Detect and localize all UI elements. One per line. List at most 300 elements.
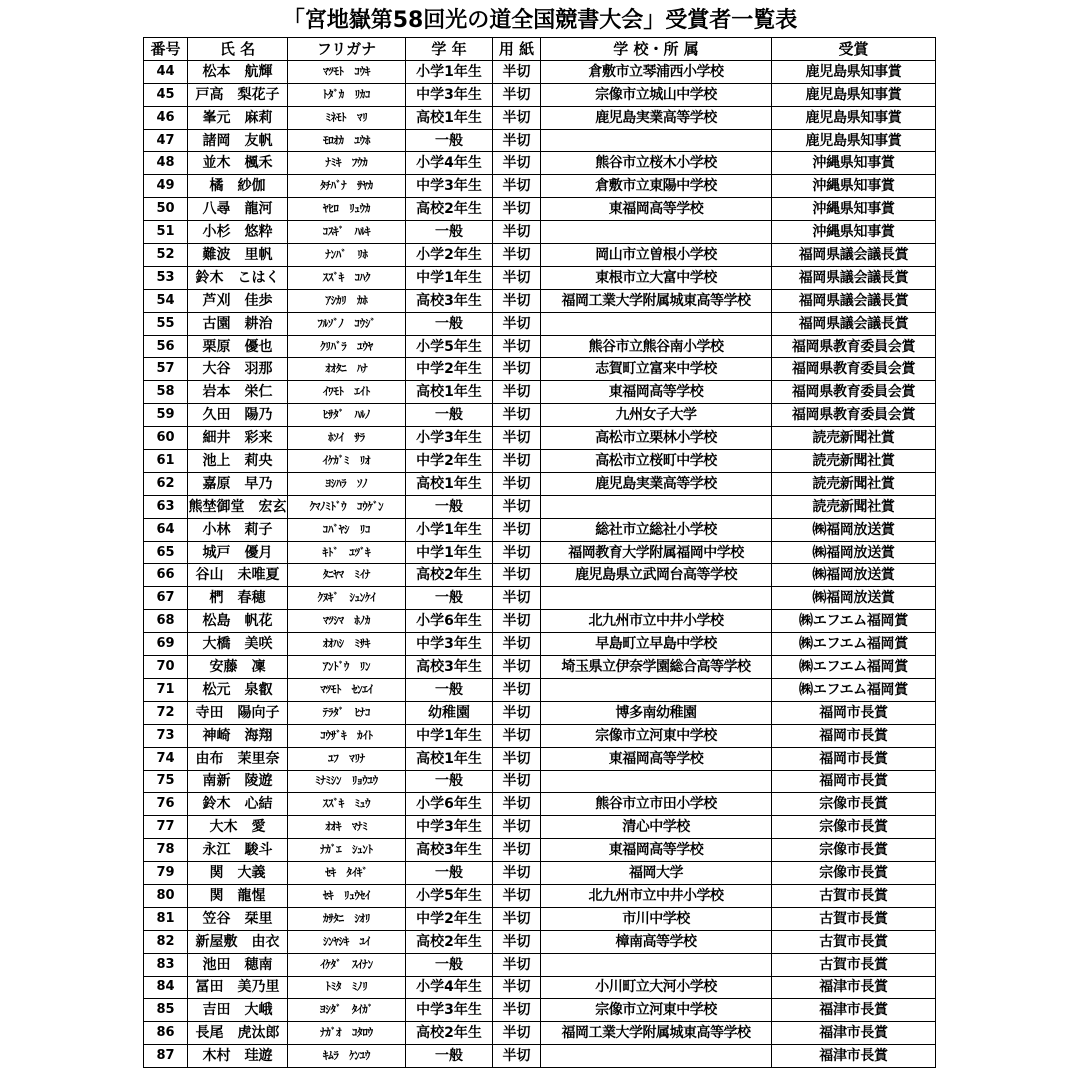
- cell-school: 倉敷市立琴浦西小学校: [541, 60, 772, 83]
- cell-grade: 中学3年生: [406, 633, 493, 656]
- cell-kana: ﾐﾈﾓﾄ ﾏﾘ: [288, 106, 406, 129]
- cell-paper: 半切: [493, 587, 541, 610]
- cell-award: 福岡県議会議長賞: [772, 289, 936, 312]
- cell-school: 福岡教育大学附属福岡中学校: [541, 541, 772, 564]
- table-row: [144, 266, 936, 289]
- cell-name: 嘉原 早乃: [188, 472, 288, 495]
- cell-no: 72: [144, 701, 188, 724]
- cell-kana: ｲｹｶﾞﾐ ﾘｵ: [288, 450, 406, 473]
- table-header-row: [144, 38, 936, 61]
- cell-name: 小林 莉子: [188, 518, 288, 541]
- cell-name: 諸岡 友帆: [188, 129, 288, 152]
- table-row: [144, 152, 936, 175]
- cell-no: 46: [144, 106, 188, 129]
- cell-paper: 半切: [493, 633, 541, 656]
- table-row: [144, 839, 936, 862]
- cell-award: 読売新聞社賞: [772, 495, 936, 518]
- cell-school: 博多南幼稚園: [541, 701, 772, 724]
- table-row: [144, 404, 936, 427]
- cell-award: 福岡県議会議長賞: [772, 244, 936, 267]
- cell-kana: ｸﾏﾉﾐﾄﾞｳ ｺｳｹﾞﾝ: [288, 495, 406, 518]
- cell-kana: ﾅﾝﾊﾞ ﾘﾎ: [288, 244, 406, 267]
- cell-award: 沖縄県知事賞: [772, 198, 936, 221]
- cell-no: 66: [144, 564, 188, 587]
- cell-school: 九州女子大学: [541, 404, 772, 427]
- cell-paper: 半切: [493, 930, 541, 953]
- cell-award: 宗像市長賞: [772, 793, 936, 816]
- table-row: [144, 472, 936, 495]
- cell-school: 福岡工業大学附属城東高等学校: [541, 1022, 772, 1045]
- cell-kana: ﾓﾛｵｶ ﾕｳﾎ: [288, 129, 406, 152]
- cell-kana: ｽｽﾞｷ ﾐｭｳ: [288, 793, 406, 816]
- cell-paper: 半切: [493, 472, 541, 495]
- cell-paper: 半切: [493, 747, 541, 770]
- cell-school: 樟南高等学校: [541, 930, 772, 953]
- header-name: 氏 名: [188, 38, 288, 61]
- cell-grade: 小学6年生: [406, 793, 493, 816]
- cell-award: 沖縄県知事賞: [772, 175, 936, 198]
- cell-name: 細井 彩来: [188, 427, 288, 450]
- cell-no: 73: [144, 724, 188, 747]
- cell-name: 熊埜御堂 宏玄: [188, 495, 288, 518]
- cell-kana: ｾｷ ﾘｭｳｾｲ: [288, 884, 406, 907]
- table-row: [144, 724, 936, 747]
- header-school: 学 校・所 属: [541, 38, 772, 61]
- cell-school: 小川町立大河小学校: [541, 976, 772, 999]
- cell-school: 北九州市立中井小学校: [541, 610, 772, 633]
- cell-paper: 半切: [493, 839, 541, 862]
- cell-paper: 半切: [493, 678, 541, 701]
- cell-award: 宗像市長賞: [772, 839, 936, 862]
- table-row: [144, 747, 936, 770]
- cell-paper: 半切: [493, 312, 541, 335]
- cell-grade: 小学1年生: [406, 60, 493, 83]
- cell-school: [541, 770, 772, 793]
- cell-grade: 中学1年生: [406, 724, 493, 747]
- cell-award: ㈱福岡放送賞: [772, 587, 936, 610]
- cell-no: 83: [144, 953, 188, 976]
- cell-no: 59: [144, 404, 188, 427]
- table-row: [144, 564, 936, 587]
- cell-grade: 小学2年生: [406, 244, 493, 267]
- cell-kana: ﾔﾋﾛ ﾘｭｳｶ: [288, 198, 406, 221]
- cell-no: 56: [144, 335, 188, 358]
- cell-name: 難波 里帆: [188, 244, 288, 267]
- header-kana: フリガナ: [288, 38, 406, 61]
- table-row: [144, 129, 936, 152]
- cell-name: 八尋 龍河: [188, 198, 288, 221]
- table-row: [144, 83, 936, 106]
- table-row: [144, 770, 936, 793]
- cell-no: 54: [144, 289, 188, 312]
- table-row: [144, 610, 936, 633]
- table-row: [144, 244, 936, 267]
- cell-school: 東福岡高等学校: [541, 381, 772, 404]
- cell-paper: 半切: [493, 1045, 541, 1068]
- cell-kana: ﾎｿｲ ｻﾗ: [288, 427, 406, 450]
- cell-grade: 中学2年生: [406, 358, 493, 381]
- cell-school: 熊谷市立熊谷南小学校: [541, 335, 772, 358]
- cell-name: 城戸 優月: [188, 541, 288, 564]
- cell-name: 神崎 海翔: [188, 724, 288, 747]
- cell-award: 福岡県議会議長賞: [772, 266, 936, 289]
- cell-grade: 中学3年生: [406, 83, 493, 106]
- cell-no: 75: [144, 770, 188, 793]
- cell-grade: 高校2年生: [406, 930, 493, 953]
- cell-grade: 高校3年生: [406, 839, 493, 862]
- cell-award: 福津市長賞: [772, 1022, 936, 1045]
- table-row: [144, 60, 936, 83]
- cell-name: 長尾 虎汰郎: [188, 1022, 288, 1045]
- cell-name: 峯元 麻莉: [188, 106, 288, 129]
- table-row: [144, 633, 936, 656]
- cell-award: 福津市長賞: [772, 999, 936, 1022]
- cell-school: [541, 953, 772, 976]
- cell-award: 沖縄県知事賞: [772, 152, 936, 175]
- cell-kana: ｲﾜﾓﾄ ｴｲﾄ: [288, 381, 406, 404]
- cell-school: 福岡大学: [541, 862, 772, 885]
- cell-school: 宗像市立城山中学校: [541, 83, 772, 106]
- cell-school: 東福岡高等学校: [541, 839, 772, 862]
- table-row: [144, 541, 936, 564]
- cell-grade: 小学4年生: [406, 976, 493, 999]
- cell-paper: 半切: [493, 244, 541, 267]
- table-row: [144, 175, 936, 198]
- cell-kana: ｵｵﾊｼ ﾐｻｷ: [288, 633, 406, 656]
- cell-school: 鹿児島実業高等学校: [541, 106, 772, 129]
- cell-no: 60: [144, 427, 188, 450]
- cell-kana: ｱｼｶﾘ ｶﾎ: [288, 289, 406, 312]
- cell-kana: ﾏﾂﾓﾄ ｺｳｷ: [288, 60, 406, 83]
- cell-school: [541, 678, 772, 701]
- cell-name: 松元 泉叡: [188, 678, 288, 701]
- cell-school: 東福岡高等学校: [541, 198, 772, 221]
- table-row: [144, 701, 936, 724]
- cell-school: 東福岡高等学校: [541, 747, 772, 770]
- table-row: [144, 221, 936, 244]
- table-row: [144, 884, 936, 907]
- cell-paper: 半切: [493, 83, 541, 106]
- table-row: [144, 518, 936, 541]
- cell-paper: 半切: [493, 289, 541, 312]
- cell-kana: ﾅﾐｷ ﾌｳｶ: [288, 152, 406, 175]
- cell-paper: 半切: [493, 862, 541, 885]
- cell-paper: 半切: [493, 793, 541, 816]
- cell-no: 63: [144, 495, 188, 518]
- cell-grade: 一般: [406, 129, 493, 152]
- cell-paper: 半切: [493, 106, 541, 129]
- cell-no: 68: [144, 610, 188, 633]
- cell-no: 84: [144, 976, 188, 999]
- table-row: [144, 907, 936, 930]
- cell-grade: 小学5年生: [406, 884, 493, 907]
- cell-award: 福津市長賞: [772, 1045, 936, 1068]
- cell-award: 沖縄県知事賞: [772, 221, 936, 244]
- cell-name: 小杉 悠粋: [188, 221, 288, 244]
- cell-name: 芦刈 佳歩: [188, 289, 288, 312]
- table-row: [144, 1045, 936, 1068]
- cell-grade: 小学5年生: [406, 335, 493, 358]
- cell-paper: 半切: [493, 60, 541, 83]
- cell-no: 86: [144, 1022, 188, 1045]
- cell-grade: 高校2年生: [406, 198, 493, 221]
- table-row: [144, 427, 936, 450]
- cell-no: 62: [144, 472, 188, 495]
- cell-grade: 小学4年生: [406, 152, 493, 175]
- cell-kana: ﾀﾆﾔﾏ ﾐｲﾅ: [288, 564, 406, 587]
- header-paper: 用 紙: [493, 38, 541, 61]
- cell-award: ㈱エフエム福岡賞: [772, 656, 936, 679]
- cell-paper: 半切: [493, 610, 541, 633]
- cell-kana: ｷﾑﾗ ｹﾝﾕｳ: [288, 1045, 406, 1068]
- cell-grade: 一般: [406, 404, 493, 427]
- cell-no: 79: [144, 862, 188, 885]
- table-row: [144, 381, 936, 404]
- cell-paper: 半切: [493, 129, 541, 152]
- cell-award: ㈱エフエム福岡賞: [772, 610, 936, 633]
- cell-grade: 一般: [406, 678, 493, 701]
- cell-no: 61: [144, 450, 188, 473]
- cell-award: 鹿児島県知事賞: [772, 129, 936, 152]
- cell-name: 吉田 大峨: [188, 999, 288, 1022]
- cell-paper: 半切: [493, 564, 541, 587]
- cell-grade: 小学6年生: [406, 610, 493, 633]
- cell-grade: 一般: [406, 770, 493, 793]
- cell-kana: ﾏﾂｼﾏ ﾎﾉｶ: [288, 610, 406, 633]
- cell-grade: 幼稚園: [406, 701, 493, 724]
- cell-no: 55: [144, 312, 188, 335]
- cell-kana: ｵｵｷ ﾏﾅﾐ: [288, 816, 406, 839]
- cell-name: 松島 帆花: [188, 610, 288, 633]
- cell-grade: 一般: [406, 1045, 493, 1068]
- cell-kana: ﾃﾗﾀﾞ ﾋﾅｺ: [288, 701, 406, 724]
- cell-no: 70: [144, 656, 188, 679]
- cell-school: [541, 221, 772, 244]
- cell-name: 寺田 陽向子: [188, 701, 288, 724]
- table-row: [144, 450, 936, 473]
- cell-award: ㈱福岡放送賞: [772, 541, 936, 564]
- table-row: [144, 656, 936, 679]
- cell-name: 大木 愛: [188, 816, 288, 839]
- cell-kana: ﾅｶﾞｴ ｼｭﾝﾄ: [288, 839, 406, 862]
- cell-award: 古賀市長賞: [772, 930, 936, 953]
- table-row: [144, 793, 936, 816]
- cell-kana: ｶｻﾀﾆ ｼｵﾘ: [288, 907, 406, 930]
- cell-kana: ｺｳｻﾞｷ ｶｲﾄ: [288, 724, 406, 747]
- cell-no: 53: [144, 266, 188, 289]
- cell-award: ㈱福岡放送賞: [772, 518, 936, 541]
- header-grade: 学 年: [406, 38, 493, 61]
- cell-grade: 一般: [406, 312, 493, 335]
- cell-name: 由布 茉里奈: [188, 747, 288, 770]
- cell-no: 52: [144, 244, 188, 267]
- cell-grade: 高校1年生: [406, 106, 493, 129]
- cell-award: 福岡市長賞: [772, 701, 936, 724]
- cell-name: 安藤 凜: [188, 656, 288, 679]
- cell-award: 古賀市長賞: [772, 907, 936, 930]
- table-row: [144, 862, 936, 885]
- cell-kana: ﾋｻﾀﾞ ﾊﾙﾉ: [288, 404, 406, 427]
- cell-no: 48: [144, 152, 188, 175]
- cell-school: [541, 129, 772, 152]
- cell-no: 65: [144, 541, 188, 564]
- cell-award: ㈱福岡放送賞: [772, 564, 936, 587]
- cell-no: 69: [144, 633, 188, 656]
- cell-paper: 半切: [493, 198, 541, 221]
- cell-paper: 半切: [493, 770, 541, 793]
- cell-paper: 半切: [493, 450, 541, 473]
- cell-school: 東根市立大富中学校: [541, 266, 772, 289]
- table-row: [144, 678, 936, 701]
- cell-paper: 半切: [493, 266, 541, 289]
- cell-school: [541, 587, 772, 610]
- cell-award: 宗像市長賞: [772, 862, 936, 885]
- cell-paper: 半切: [493, 976, 541, 999]
- cell-school: 志賀町立富来中学校: [541, 358, 772, 381]
- cell-paper: 半切: [493, 221, 541, 244]
- cell-award: ㈱エフエム福岡賞: [772, 633, 936, 656]
- cell-no: 78: [144, 839, 188, 862]
- cell-kana: ﾄﾀﾞｶ ﾘｶｺ: [288, 83, 406, 106]
- cell-grade: 小学3年生: [406, 427, 493, 450]
- cell-award: 古賀市長賞: [772, 953, 936, 976]
- cell-paper: 半切: [493, 907, 541, 930]
- cell-school: 岡山市立曽根小学校: [541, 244, 772, 267]
- cell-grade: 中学1年生: [406, 541, 493, 564]
- cell-school: 宗像市立河東中学校: [541, 724, 772, 747]
- cell-no: 58: [144, 381, 188, 404]
- cell-no: 50: [144, 198, 188, 221]
- header-no: 番号: [144, 38, 188, 61]
- cell-no: 64: [144, 518, 188, 541]
- page-title: 「宮地嶽第58回光の道全国競書大会」受賞者一覧表: [282, 8, 798, 33]
- cell-grade: 中学2年生: [406, 907, 493, 930]
- cell-school: 清心中学校: [541, 816, 772, 839]
- cell-award: 読売新聞社賞: [772, 427, 936, 450]
- cell-kana: ｺｽｷﾞ ﾊﾙｷ: [288, 221, 406, 244]
- cell-school: 倉敷市立東陽中学校: [541, 175, 772, 198]
- cell-kana: ﾕﾌ ﾏﾘﾅ: [288, 747, 406, 770]
- table-row: [144, 335, 936, 358]
- cell-kana: ﾅｶﾞｵ ｺﾀﾛｳ: [288, 1022, 406, 1045]
- cell-school: 熊谷市立市田小学校: [541, 793, 772, 816]
- cell-paper: 半切: [493, 701, 541, 724]
- cell-name: 池上 莉央: [188, 450, 288, 473]
- cell-name: 永江 駿斗: [188, 839, 288, 862]
- cell-no: 57: [144, 358, 188, 381]
- cell-school: 熊谷市立桜木小学校: [541, 152, 772, 175]
- cell-grade: 高校1年生: [406, 747, 493, 770]
- cell-grade: 一般: [406, 862, 493, 885]
- cell-paper: 半切: [493, 404, 541, 427]
- cell-no: 87: [144, 1045, 188, 1068]
- table-row: [144, 976, 936, 999]
- winners-table: [143, 37, 936, 1068]
- cell-name: 戸高 梨花子: [188, 83, 288, 106]
- cell-award: ㈱エフエム福岡賞: [772, 678, 936, 701]
- cell-school: 高松市立桜町中学校: [541, 450, 772, 473]
- cell-school: [541, 495, 772, 518]
- cell-award: 福岡市長賞: [772, 724, 936, 747]
- cell-name: 松本 航輝: [188, 60, 288, 83]
- cell-kana: ｱﾝﾄﾞｳ ﾘﾝ: [288, 656, 406, 679]
- table-row: [144, 312, 936, 335]
- header-award: 受賞: [772, 38, 936, 61]
- table-row: [144, 816, 936, 839]
- cell-paper: 半切: [493, 518, 541, 541]
- cell-no: 82: [144, 930, 188, 953]
- cell-name: 笠谷 栞里: [188, 907, 288, 930]
- cell-kana: ﾏﾂﾓﾄ ｾﾝｴｲ: [288, 678, 406, 701]
- cell-name: 栗原 優也: [188, 335, 288, 358]
- cell-name: 大谷 羽那: [188, 358, 288, 381]
- cell-kana: ｵｵﾀﾆ ﾊﾅ: [288, 358, 406, 381]
- cell-grade: 一般: [406, 953, 493, 976]
- cell-no: 74: [144, 747, 188, 770]
- table-row: [144, 289, 936, 312]
- cell-award: 読売新聞社賞: [772, 472, 936, 495]
- cell-paper: 半切: [493, 724, 541, 747]
- cell-paper: 半切: [493, 495, 541, 518]
- cell-name: 新屋敷 由衣: [188, 930, 288, 953]
- cell-grade: 一般: [406, 495, 493, 518]
- cell-paper: 半切: [493, 152, 541, 175]
- cell-no: 71: [144, 678, 188, 701]
- cell-name: 池田 穂南: [188, 953, 288, 976]
- cell-grade: 高校1年生: [406, 472, 493, 495]
- cell-no: 47: [144, 129, 188, 152]
- table-row: [144, 495, 936, 518]
- cell-kana: ｼﾝﾔｼｷ ﾕｲ: [288, 930, 406, 953]
- cell-paper: 半切: [493, 1022, 541, 1045]
- cell-grade: 中学3年生: [406, 816, 493, 839]
- cell-kana: ﾖｼﾀﾞ ﾀｲｶﾞ: [288, 999, 406, 1022]
- cell-award: 福岡県教育委員会賞: [772, 335, 936, 358]
- cell-grade: 高校2年生: [406, 1022, 493, 1045]
- cell-award: 福岡県教育委員会賞: [772, 358, 936, 381]
- table-row: [144, 106, 936, 129]
- cell-grade: 中学3年生: [406, 175, 493, 198]
- cell-name: 古園 耕治: [188, 312, 288, 335]
- cell-no: 85: [144, 999, 188, 1022]
- cell-no: 51: [144, 221, 188, 244]
- cell-grade: 高校3年生: [406, 656, 493, 679]
- cell-name: 谷山 未唯夏: [188, 564, 288, 587]
- cell-grade: 中学1年生: [406, 266, 493, 289]
- cell-name: 久田 陽乃: [188, 404, 288, 427]
- cell-name: 岩本 栄仁: [188, 381, 288, 404]
- cell-school: 宗像市立河東中学校: [541, 999, 772, 1022]
- cell-grade: 高校2年生: [406, 564, 493, 587]
- cell-name: 鈴木 心結: [188, 793, 288, 816]
- cell-school: 埼玉県立伊奈学園総合高等学校: [541, 656, 772, 679]
- cell-kana: ｽｽﾞｷ ｺﾊｸ: [288, 266, 406, 289]
- cell-school: 鹿児島県立武岡台高等学校: [541, 564, 772, 587]
- cell-paper: 半切: [493, 541, 541, 564]
- cell-kana: ｷﾄﾞ ﾕﾂﾞｷ: [288, 541, 406, 564]
- cell-kana: ｸﾇｷﾞ ｼｭﾝｹｲ: [288, 587, 406, 610]
- table-row: [144, 198, 936, 221]
- cell-paper: 半切: [493, 953, 541, 976]
- cell-no: 81: [144, 907, 188, 930]
- cell-no: 80: [144, 884, 188, 907]
- table-row: [144, 930, 936, 953]
- table-row: [144, 953, 936, 976]
- cell-paper: 半切: [493, 427, 541, 450]
- cell-paper: 半切: [493, 358, 541, 381]
- cell-kana: ﾌﾙｿﾞﾉ ｺｳｼﾞ: [288, 312, 406, 335]
- cell-kana: ﾖｼﾊﾗ ｿﾉ: [288, 472, 406, 495]
